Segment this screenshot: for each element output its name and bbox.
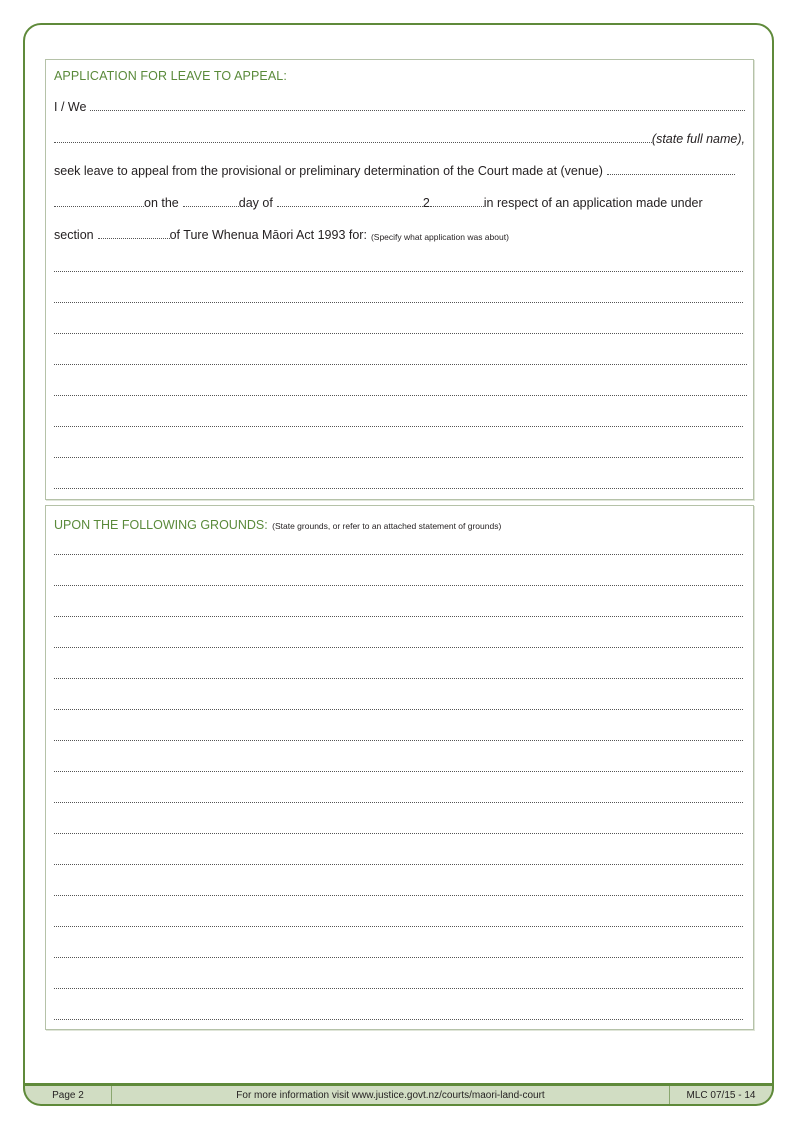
grounds-line[interactable] bbox=[54, 771, 743, 772]
application-details-line[interactable] bbox=[54, 426, 743, 427]
year-field[interactable] bbox=[430, 206, 484, 207]
grounds-line[interactable] bbox=[54, 988, 743, 989]
date-line[interactable] bbox=[54, 196, 745, 210]
day-field[interactable] bbox=[183, 206, 239, 207]
full-name-line-2[interactable] bbox=[54, 132, 745, 146]
full-name-field-2[interactable] bbox=[54, 142, 652, 143]
grounds-line[interactable] bbox=[54, 864, 743, 865]
section-number-field[interactable] bbox=[98, 238, 170, 239]
seek-leave-text: seek leave to appeal from the provisional or preliminary determination of the Court made at (venue) bbox=[54, 164, 603, 178]
specify-note: (Specify what application was about) bbox=[370, 232, 509, 242]
venue-line[interactable] bbox=[54, 164, 745, 178]
state-full-name-hint: (state full name), bbox=[651, 132, 745, 146]
month-field[interactable] bbox=[277, 206, 423, 207]
grounds-line[interactable] bbox=[54, 585, 743, 586]
grounds-heading-row bbox=[54, 516, 501, 534]
application-details-line[interactable] bbox=[54, 488, 743, 489]
grounds-line[interactable] bbox=[54, 833, 743, 834]
grounds-line[interactable] bbox=[54, 926, 743, 927]
section-text: section bbox=[54, 228, 94, 242]
respect-text: in respect of an application made under bbox=[483, 196, 703, 210]
form-code: MLC 07/15 - 14 bbox=[669, 1086, 772, 1104]
application-section bbox=[45, 59, 754, 500]
grounds-line[interactable] bbox=[54, 957, 743, 958]
grounds-note: (State grounds, or refer to an attached statement of grounds) bbox=[272, 521, 502, 531]
grounds-line[interactable] bbox=[54, 647, 743, 648]
grounds-line[interactable] bbox=[54, 1019, 743, 1020]
on-the-text: on the bbox=[144, 196, 179, 210]
i-we-label: I / We bbox=[54, 100, 87, 114]
grounds-heading: UPON THE FOLLOWING GROUNDS: bbox=[54, 518, 268, 532]
grounds-line[interactable] bbox=[54, 895, 743, 896]
grounds-line[interactable] bbox=[54, 678, 743, 679]
day-of-text: day of bbox=[238, 196, 273, 210]
grounds-line[interactable] bbox=[54, 740, 743, 741]
footer-info-link[interactable]: For more information visit www.justice.govt.nz/courts/maori-land-court bbox=[236, 1089, 545, 1101]
full-name-field[interactable] bbox=[90, 110, 745, 111]
application-details-line[interactable] bbox=[54, 457, 743, 458]
year-prefix: 2 bbox=[422, 196, 430, 210]
page-footer bbox=[23, 1083, 774, 1106]
application-details-line[interactable] bbox=[54, 271, 743, 272]
page-number: Page 2 bbox=[25, 1086, 112, 1104]
application-heading: APPLICATION FOR LEAVE TO APPEAL: bbox=[54, 69, 287, 83]
application-details-line[interactable] bbox=[54, 302, 743, 303]
application-details-line[interactable] bbox=[54, 395, 747, 396]
grounds-section bbox=[45, 505, 754, 1030]
application-details-line[interactable] bbox=[54, 364, 747, 365]
grounds-line[interactable] bbox=[54, 709, 743, 710]
grounds-line[interactable] bbox=[54, 554, 743, 555]
date-place-field[interactable] bbox=[54, 206, 144, 207]
full-name-line-1[interactable] bbox=[54, 100, 745, 114]
section-line[interactable] bbox=[54, 228, 745, 242]
venue-field[interactable] bbox=[607, 174, 735, 175]
grounds-line[interactable] bbox=[54, 802, 743, 803]
application-details-line[interactable] bbox=[54, 333, 743, 334]
grounds-line[interactable] bbox=[54, 616, 743, 617]
act-text: of Ture Whenua Māori Act 1993 for: bbox=[169, 228, 367, 242]
